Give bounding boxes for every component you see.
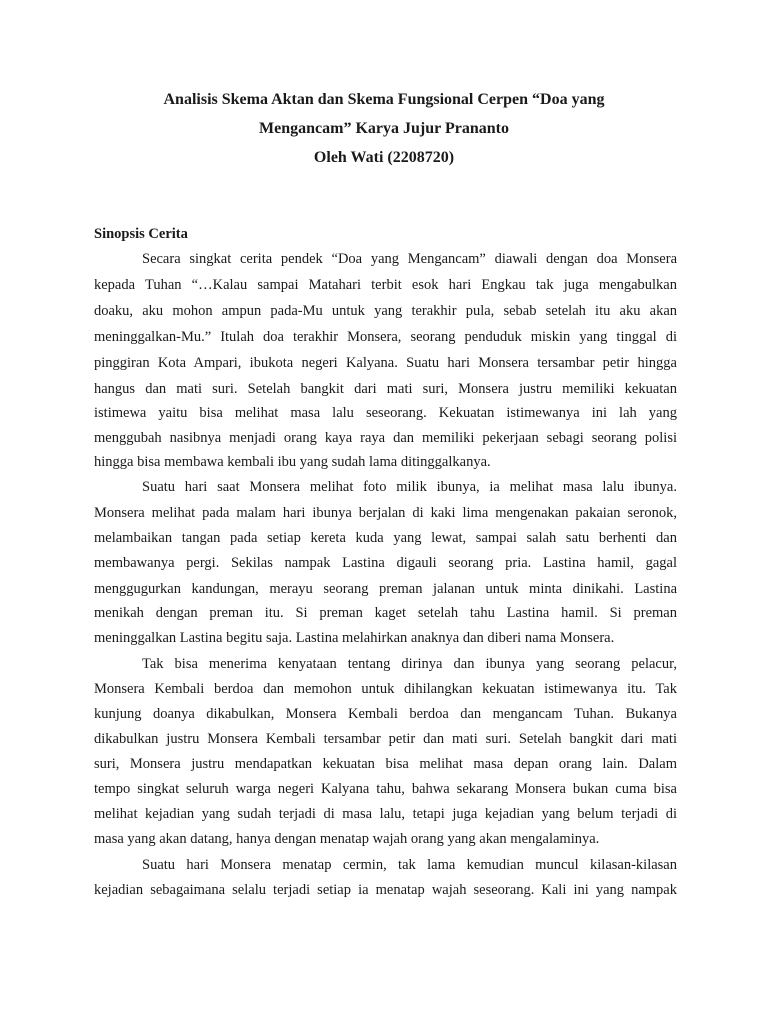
paragraph-1-line: doaku, aku mohon ampun pada-Mu untuk yang terakhir pula, sebab setelah itu aku akan <box>94 303 677 319</box>
paragraph-2-line: menikah dengan preman itu. Si preman kaget setelah tahu Lastina hamil. Si preman <box>94 605 677 621</box>
paragraph-3-line: melihat kejadian yang sudah terjadi di masa lalu, tetapi juga kejadian yang belum terjadi di <box>94 806 677 822</box>
paragraph-2-line: Suatu hari saat Monsera melihat foto milik ibunya, ia melihat masa lalu ibunya. <box>142 479 677 495</box>
paragraph-1-line: meninggalkan-Mu.” Itulah doa terakhir Monsera, seorang penduduk miskin yang tinggal di <box>94 329 677 345</box>
paragraph-2-line: Monsera melihat pada malam hari ibunya berjalan di kaki lima mengenakan pakaian seronok, <box>94 505 677 521</box>
paragraph-3-line: kunjung doanya dikabulkan, Monsera Kembali berdoa dan mengancam Tuhan. Bukanya <box>94 706 677 722</box>
paragraph-3-line: Tak bisa menerima kenyataan tentang dirinya dan ibunya yang seorang pelacur, <box>142 656 677 672</box>
paragraph-2-line: meninggalkan Lastina begitu saja. Lastina melahirkan anaknya dan diberi nama Monsera. <box>94 630 615 646</box>
paragraph-1-line: hingga bisa membawa kembali ibu yang sudah lama ditinggalkanya. <box>94 454 491 470</box>
paragraph-3-line: dikabulkan justru Monsera Kembali tersambar petir dan mati suri. Setelah bangkit dari mati <box>94 731 677 747</box>
paragraph-2-line: menggugurkan kandungan, merayu seorang preman jalanan untuk minta dinikahi. Lastina <box>94 581 677 597</box>
paragraph-3-line: tempo singkat seluruh warga negeri Kalyana tahu, bahwa sekarang Monsera bukan cuma bisa <box>94 781 677 797</box>
paragraph-1-line: Secara singkat cerita pendek “Doa yang Mengancam” diawali dengan doa Monsera <box>142 251 677 267</box>
paragraph-3-line: suri, Monsera justru mendapatkan kekuatan bisa melihat masa depan orang lain. Dalam <box>94 756 677 772</box>
paragraph-3-line: masa yang akan datang, hanya dengan menatap wajah orang yang akan mengalaminya. <box>94 831 600 847</box>
paragraph-3-line: Monsera Kembali berdoa dan memohon untuk dihilangkan kekuatan istimewanya itu. Tak <box>94 681 677 697</box>
paragraph-4-line: kejadian sebagaimana selalu terjadi setiap ia menatap wajah seseorang. Kali ini yang nampak <box>94 882 677 898</box>
title-line-3-author: Oleh Wati (2208720) <box>313 149 455 166</box>
paragraph-2-line: membawanya pergi. Sekilas nampak Lastina digauli seorang pria. Lastina hamil, gagal <box>94 555 677 571</box>
paragraph-1-line: kepada Tuhan “…Kalau sampai Matahari terbit esok hari Engkau tak juga mengabulkan <box>94 277 677 293</box>
title-line-2: Mengancam” Karya Jujur Prananto <box>259 120 509 137</box>
paragraph-1-line: pinggiran Kota Ampari, ibukota negeri Kalyana. Suatu hari Monsera tersambar petir hingga <box>94 355 677 371</box>
title-line-1: Analisis Skema Aktan dan Skema Fungsional Cerpen “Doa yang <box>163 91 605 108</box>
paragraph-2-line: melambaikan tangan pada setiap kereta kuda yang lewat, sampai salah satu berhenti dan <box>94 530 677 546</box>
paragraph-1-line: istimewa yaitu bisa melihat masa lalu seseorang. Kekuatan istimewanya ini lah yang <box>94 405 677 421</box>
paragraph-1-line: hangus dan mati suri. Setelah bangkit dari mati suri, Monsera justru memiliki kekuatan <box>94 381 677 397</box>
paragraph-1-line: menggubah nasibnya menjadi orang kaya raya dan memiliki pekerjaan sebagi seorang polisi <box>94 430 677 446</box>
section-heading: Sinopsis Cerita <box>94 226 188 242</box>
paragraph-4-line: Suatu hari Monsera menatap cermin, tak lama kemudian muncul kilasan-kilasan <box>142 857 677 873</box>
